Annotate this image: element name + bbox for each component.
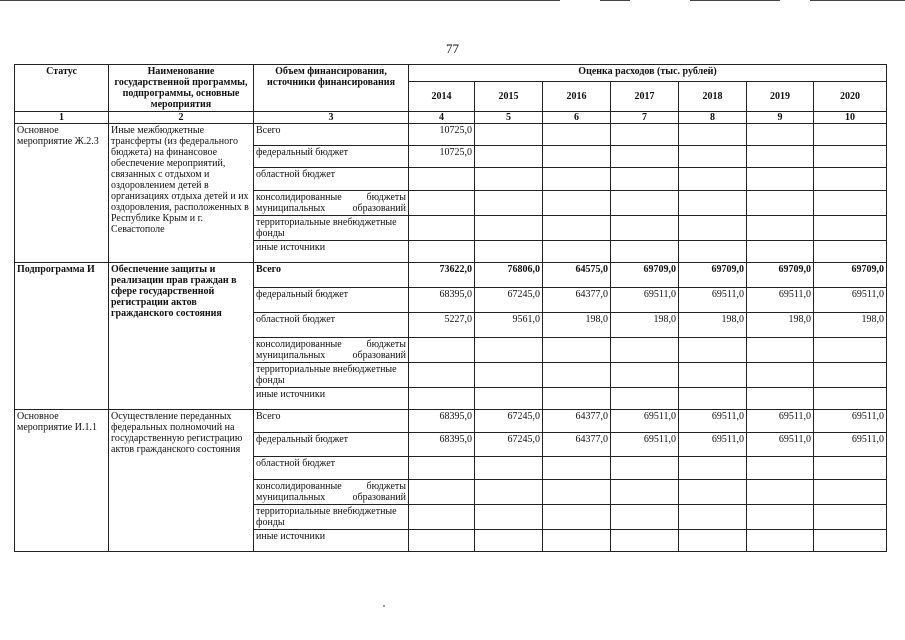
amount-cell: 67245,0 (475, 410, 543, 433)
amount-cell (409, 530, 475, 552)
amount-cell (475, 241, 543, 263)
budget-table (14, 64, 887, 552)
page-number: 77 (446, 41, 459, 56)
amount-cell (747, 241, 814, 263)
amount-cell (814, 216, 887, 241)
row-status: Основное мероприятие Ж.2.3 (15, 124, 109, 263)
column-number: 8 (679, 112, 747, 124)
amount-cell: 198,0 (679, 313, 747, 338)
column-number: 5 (475, 112, 543, 124)
amount-cell (475, 505, 543, 530)
amount-cell (679, 124, 747, 146)
header-year: 2016 (543, 82, 611, 112)
column-number: 1 (15, 112, 109, 124)
amount-cell: 67245,0 (475, 288, 543, 313)
amount-cell: 69511,0 (679, 410, 747, 433)
header-financing: Объем финансирования, источники финансирования (254, 65, 409, 112)
financing-source: областной бюджет (254, 168, 409, 191)
amount-cell (543, 124, 611, 146)
amount-cell (475, 480, 543, 505)
header-year: 2014 (409, 82, 475, 112)
amount-cell (543, 388, 611, 410)
amount-cell (475, 363, 543, 388)
amount-cell (611, 124, 679, 146)
top-scan-border (0, 0, 905, 3)
amount-cell (475, 530, 543, 552)
financing-source: Всего (254, 124, 409, 146)
financing-source: территориальные внебюджетные фонды (254, 505, 409, 530)
financing-source: консолидированные бюджеты муниципальных образований (254, 191, 409, 216)
column-number: 3 (254, 112, 409, 124)
amount-cell (611, 338, 679, 363)
amount-cell (611, 505, 679, 530)
amount-cell (611, 388, 679, 410)
amount-cell: 69511,0 (611, 288, 679, 313)
financing-source: иные источники (254, 530, 409, 552)
amount-cell (679, 191, 747, 216)
header-year: 2017 (611, 82, 679, 112)
column-number: 9 (747, 112, 814, 124)
financing-source: иные источники (254, 388, 409, 410)
amount-cell (747, 457, 814, 480)
amount-cell: 69709,0 (679, 263, 747, 288)
amount-cell (543, 338, 611, 363)
amount-cell: 69511,0 (679, 288, 747, 313)
amount-cell (611, 530, 679, 552)
amount-cell: 198,0 (543, 313, 611, 338)
amount-cell: 68395,0 (409, 288, 475, 313)
amount-cell (611, 241, 679, 263)
amount-cell: 5227,0 (409, 313, 475, 338)
amount-cell (747, 363, 814, 388)
amount-cell (814, 338, 887, 363)
column-number-row (15, 112, 887, 124)
financing-source: федеральный бюджет (254, 288, 409, 313)
header-year: 2015 (475, 82, 543, 112)
amount-cell: 10725,0 (409, 146, 475, 168)
amount-cell: 64377,0 (543, 410, 611, 433)
financing-source: Всего (254, 263, 409, 288)
amount-cell (814, 505, 887, 530)
amount-cell (747, 191, 814, 216)
financing-source: консолидированные бюджеты муниципальных образований (254, 338, 409, 363)
amount-cell: 198,0 (611, 313, 679, 338)
amount-cell (814, 480, 887, 505)
amount-cell (679, 480, 747, 505)
amount-cell (679, 146, 747, 168)
amount-cell (409, 241, 475, 263)
amount-cell (814, 457, 887, 480)
amount-cell (475, 124, 543, 146)
amount-cell (475, 388, 543, 410)
amount-cell: 69709,0 (814, 263, 887, 288)
column-number: 6 (543, 112, 611, 124)
amount-cell (543, 363, 611, 388)
amount-cell: 67245,0 (475, 433, 543, 457)
amount-cell (747, 338, 814, 363)
amount-cell (814, 363, 887, 388)
amount-cell (814, 124, 887, 146)
amount-cell: 198,0 (814, 313, 887, 338)
amount-cell (611, 146, 679, 168)
amount-cell (475, 338, 543, 363)
amount-cell (747, 124, 814, 146)
amount-cell (475, 457, 543, 480)
amount-cell (679, 338, 747, 363)
amount-cell (543, 241, 611, 263)
row-status: Подпрограмма И (15, 263, 109, 410)
amount-cell (679, 241, 747, 263)
amount-cell (543, 505, 611, 530)
header-name: Наименование государственной программы, подпрограммы, основные мероприятия (109, 65, 254, 112)
amount-cell (747, 388, 814, 410)
amount-cell (679, 168, 747, 191)
amount-cell (409, 457, 475, 480)
amount-cell (611, 216, 679, 241)
amount-cell (543, 146, 611, 168)
amount-cell (543, 457, 611, 480)
amount-cell (814, 168, 887, 191)
amount-cell (747, 530, 814, 552)
amount-cell (475, 216, 543, 241)
amount-cell (814, 191, 887, 216)
financing-source: областной бюджет (254, 457, 409, 480)
amount-cell: 69709,0 (611, 263, 679, 288)
amount-cell: 64575,0 (543, 263, 611, 288)
amount-cell (475, 191, 543, 216)
amount-cell: 69511,0 (747, 410, 814, 433)
amount-cell (543, 530, 611, 552)
amount-cell (747, 505, 814, 530)
table-row (15, 124, 887, 146)
amount-cell (814, 388, 887, 410)
amount-cell: 69511,0 (814, 410, 887, 433)
amount-cell (409, 216, 475, 241)
header-year: 2018 (679, 82, 747, 112)
amount-cell (409, 191, 475, 216)
financing-source: федеральный бюджет (254, 146, 409, 168)
amount-cell (611, 457, 679, 480)
amount-cell (409, 388, 475, 410)
amount-cell: 64377,0 (543, 288, 611, 313)
amount-cell: 69709,0 (747, 263, 814, 288)
column-number: 4 (409, 112, 475, 124)
amount-cell (814, 530, 887, 552)
amount-cell: 69511,0 (747, 288, 814, 313)
amount-cell (679, 457, 747, 480)
column-number: 7 (611, 112, 679, 124)
amount-cell (679, 216, 747, 241)
amount-cell: 10725,0 (409, 124, 475, 146)
table-row (15, 410, 887, 433)
amount-cell (611, 363, 679, 388)
amount-cell (409, 168, 475, 191)
amount-cell (679, 388, 747, 410)
amount-cell: 69511,0 (747, 433, 814, 457)
amount-cell: 73622,0 (409, 263, 475, 288)
amount-cell (409, 338, 475, 363)
financing-source: Всего (254, 410, 409, 433)
amount-cell: 69511,0 (814, 433, 887, 457)
header-year: 2020 (814, 82, 887, 112)
amount-cell (409, 363, 475, 388)
amount-cell (409, 480, 475, 505)
amount-cell (747, 168, 814, 191)
header-year: 2019 (747, 82, 814, 112)
financing-source: территориальные внебюджетные фонды (254, 216, 409, 241)
amount-cell (679, 363, 747, 388)
scan-speck (383, 605, 385, 607)
amount-cell (611, 168, 679, 191)
amount-cell (409, 505, 475, 530)
amount-cell: 69511,0 (611, 433, 679, 457)
header-estimate: Оценка расходов (тыс. рублей) (409, 65, 887, 82)
amount-cell: 69511,0 (611, 410, 679, 433)
amount-cell: 69511,0 (679, 433, 747, 457)
financing-source: консолидированные бюджеты муниципальных образований (254, 480, 409, 505)
financing-source: иные источники (254, 241, 409, 263)
table-row (15, 263, 887, 288)
amount-cell: 68395,0 (409, 433, 475, 457)
amount-cell (543, 168, 611, 191)
amount-cell: 198,0 (747, 313, 814, 338)
amount-cell: 69511,0 (814, 288, 887, 313)
amount-cell (679, 530, 747, 552)
amount-cell (814, 241, 887, 263)
column-number: 10 (814, 112, 887, 124)
amount-cell: 76806,0 (475, 263, 543, 288)
amount-cell (679, 505, 747, 530)
header-status: Статус (15, 65, 109, 112)
amount-cell (747, 480, 814, 505)
row-name: Иные межбюджетные трансферты (из федерального бюджета) на финансовое обеспечение мероприятий, связанных с отдыхом и оздоровлением детей в организациях отдыха детей и их оздоровления, расположенных в Республике Крым и г. Севастополе (109, 124, 254, 263)
amount-cell: 64377,0 (543, 433, 611, 457)
amount-cell (543, 191, 611, 216)
financing-source: территориальные внебюджетные фонды (254, 363, 409, 388)
column-number: 2 (109, 112, 254, 124)
row-status: Основное мероприятие И.1.1 (15, 410, 109, 552)
amount-cell (814, 146, 887, 168)
amount-cell (475, 168, 543, 191)
amount-cell (475, 146, 543, 168)
amount-cell (747, 216, 814, 241)
amount-cell: 68395,0 (409, 410, 475, 433)
amount-cell (543, 216, 611, 241)
amount-cell (611, 480, 679, 505)
financing-source: областной бюджет (254, 313, 409, 338)
financing-source: федеральный бюджет (254, 433, 409, 457)
amount-cell (747, 146, 814, 168)
amount-cell: 9561,0 (475, 313, 543, 338)
row-name: Осуществление переданных федеральных полномочий на государственную регистрацию актов гражданского состояния (109, 410, 254, 552)
row-name: Обеспечение защиты и реализации прав граждан в сфере государственной регистрации актов гражданского состояния (109, 263, 254, 410)
amount-cell (611, 191, 679, 216)
amount-cell (543, 480, 611, 505)
